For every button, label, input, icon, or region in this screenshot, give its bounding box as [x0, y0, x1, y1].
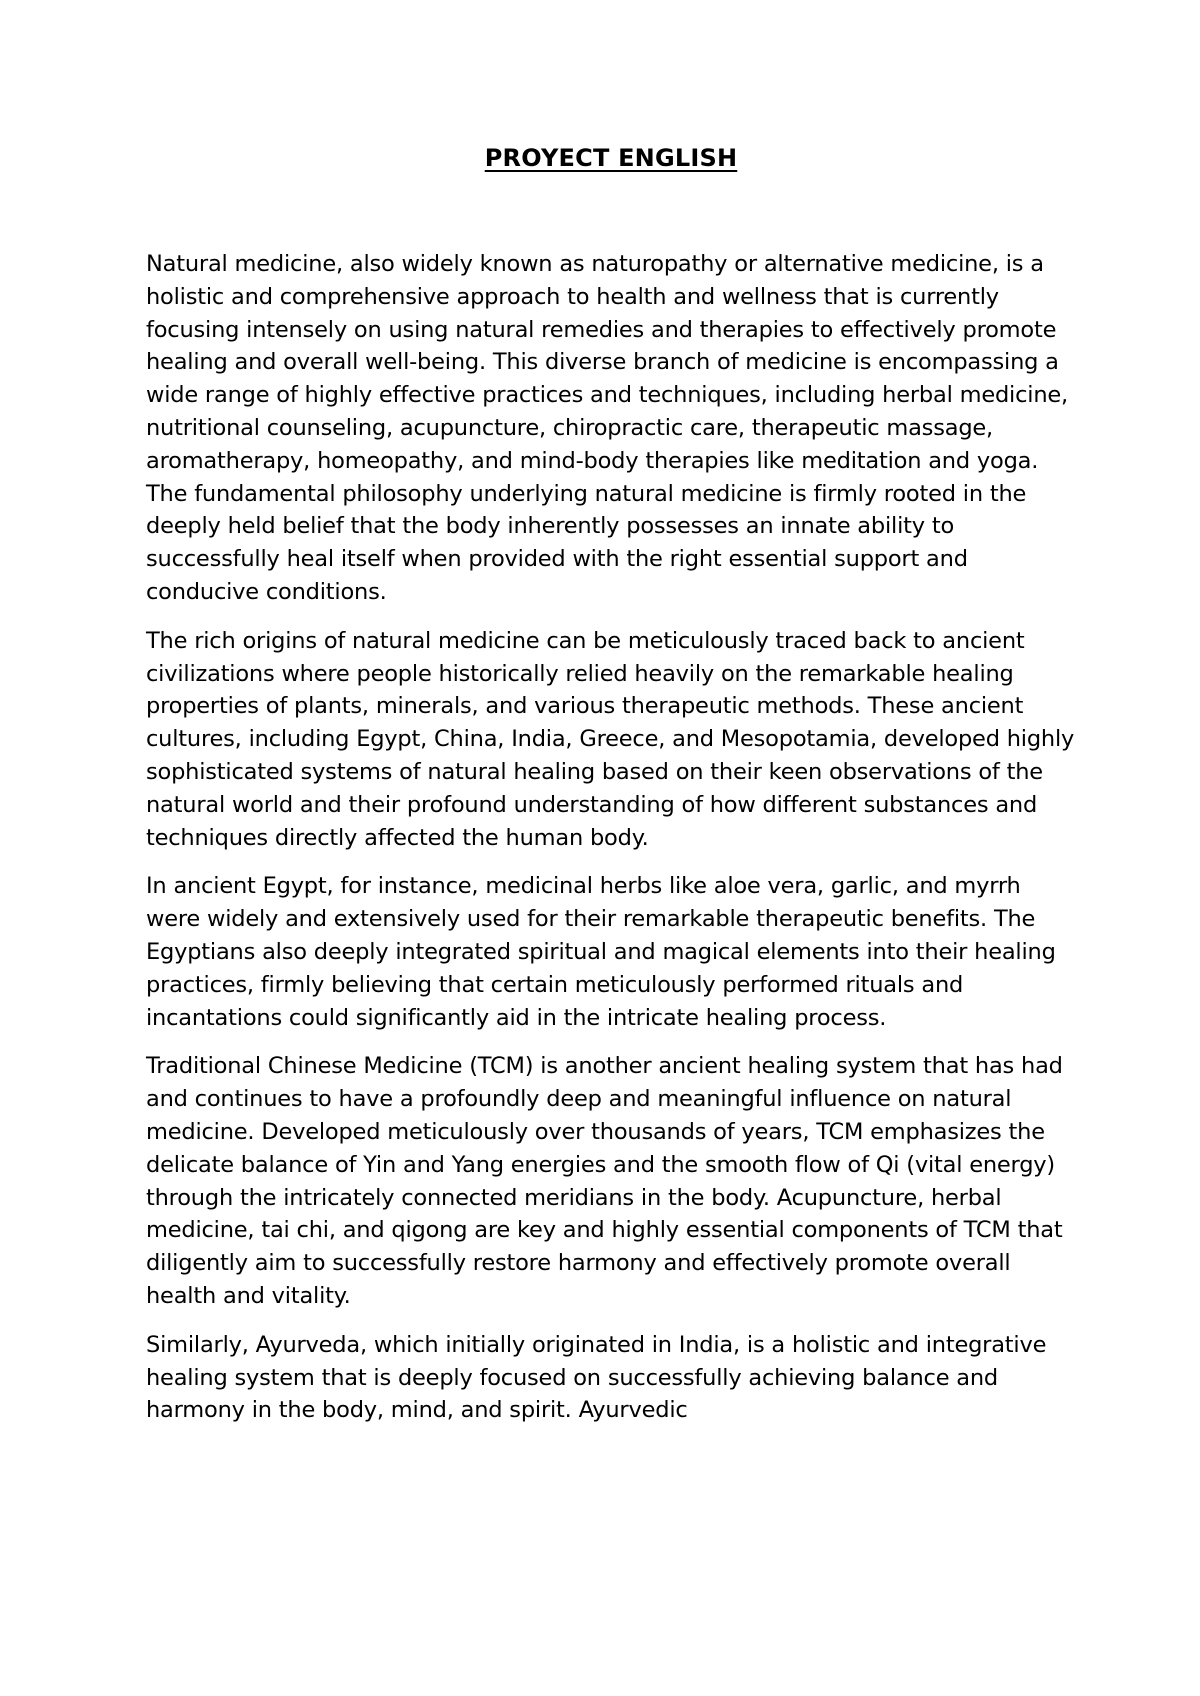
paragraph-1: Natural medicine, also widely known as naturopathy or alternative medicine, is a holistic and comprehensive approach to health and wellness that is currently focusing intensely on using natural remedies and therapies to effectively promote healing and overall well-being. This diverse branch of medicine is encompassing a wide range of highly effective practices and techniques, including herbal medicine, nutritional counseling, acupuncture, chiropractic care, therapeutic massage, aromatherapy, homeopathy, and mind-body therapies like meditation and yoga. The fundamental philosophy underlying natural medicine is firmly rooted in the deeply held belief that the body inherently possesses an innate ability to successfully heal itself when provided with the right essential support and conducive conditions. — [146, 251, 1068, 605]
paragraph-5: Similarly, Ayurveda, which initially originated in India, is a holistic and integrative healing system that is deeply focused on successfully achieving balance and harmony in the body, mind, and spirit. Ayurvedic — [146, 1331, 1047, 1424]
paragraph-2: The rich origins of natural medicine can be meticulously traced back to ancient civilizations where people historically relied heavily on the remarkable healing properties of plants, minerals, and various therapeutic methods. These ancient cultures, including Egypt, China, India, Greece, and Mesopotamia, developed highly sophisticated systems of natural healing based on their keen observations of the natural world and their profound understanding of how different substances and techniques directly affected the human body. — [146, 627, 1075, 851]
document-body — [146, 140, 1076, 1443]
document-title: PROYECT ENGLISH — [484, 144, 738, 172]
paragraph-3: In ancient Egypt, for instance, medicinal herbs like aloe vera, garlic, and myrrh were widely and extensively used for their remarkable therapeutic benefits. The Egyptians also deeply integrated spiritual and magical elements into their healing practices, firmly believing that certain meticulously performed rituals and incantations could significantly aid in the intricate healing process. — [146, 873, 1056, 1031]
paragraph-4: Traditional Chinese Medicine (TCM) is another ancient healing system that has had and continues to have a profoundly deep and meaningful influence on natural medicine. Developed meticulously over thousands of years, TCM emphasizes the delicate balance of Yin and Yang energies and the smooth flow of Qi (vital energy) through the intricately connected meridians in the body. Acupuncture, herbal medicine, tai chi, and qigong are key and highly essential components of TCM that diligently aim to successfully restore harmony and effectively promote overall health and vitality. — [146, 1053, 1063, 1309]
